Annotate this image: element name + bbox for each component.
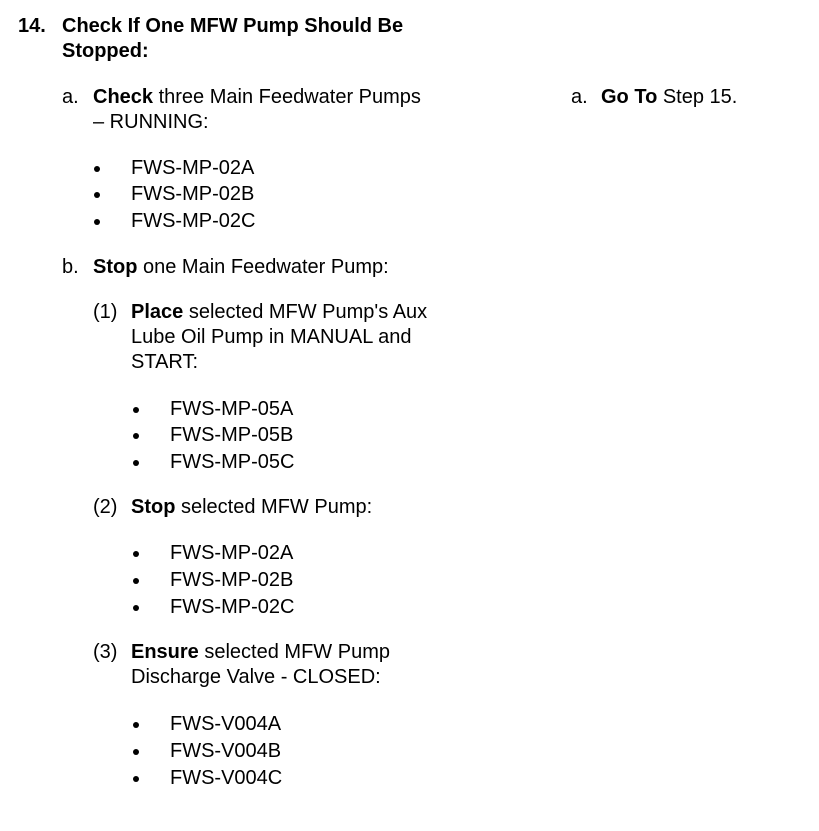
- item-2-text-line1: selected MFW Pump:: [175, 496, 373, 518]
- bullet-icon: [133, 722, 139, 728]
- bullet-icon: [133, 460, 139, 466]
- list-item: FWS-MP-05B: [170, 424, 294, 446]
- substep-a-line1: [93, 85, 421, 110]
- bullet-icon: [133, 605, 139, 611]
- substep-b-line: [93, 255, 389, 280]
- list-item: FWS-MP-05A: [170, 398, 294, 420]
- item-1-text-line1: selected MFW Pump's Aux: [183, 301, 428, 323]
- list-item: FWS-V004C: [170, 767, 283, 789]
- bullet-icon: [133, 551, 139, 557]
- item-1-line1: [131, 300, 427, 325]
- item-2-action: Stop: [131, 496, 176, 518]
- bullet-icon: [94, 166, 100, 172]
- list-item: FWS-MP-02C: [170, 596, 295, 618]
- list-item: FWS-MP-02C: [131, 210, 256, 232]
- substep-b-letter: b.: [62, 256, 79, 278]
- bullet-icon: [133, 433, 139, 439]
- item-3-text-line1: selected MFW Pump: [198, 641, 390, 663]
- list-item: FWS-MP-02B: [170, 569, 294, 591]
- item-3-action: Ensure: [131, 641, 199, 663]
- item-3-number: (3): [93, 641, 118, 663]
- rnr-a-text: Step 15.: [657, 86, 738, 108]
- item-1-action: Place: [131, 301, 184, 323]
- bullet-icon: [94, 192, 100, 198]
- substep-b-action: Stop: [93, 256, 138, 278]
- step-title-line2: Stopped:: [62, 40, 149, 62]
- substep-a-text-line2: – RUNNING:: [93, 111, 209, 133]
- bullet-icon: [133, 407, 139, 413]
- item-1-text-line2: Lube Oil Pump in MANUAL and: [131, 326, 412, 348]
- step-title-line1: Check If One MFW Pump Should Be: [62, 15, 404, 37]
- item-2-number: (2): [93, 496, 118, 518]
- list-item: FWS-MP-05C: [170, 451, 295, 473]
- rnr-a-letter: a.: [571, 86, 588, 108]
- bullet-icon: [133, 749, 139, 755]
- item-3-text-line2: Discharge Valve - CLOSED:: [131, 666, 381, 688]
- bullet-icon: [94, 219, 100, 225]
- bullet-icon: [133, 578, 139, 584]
- bullet-icon: [133, 776, 139, 782]
- list-item: FWS-MP-02B: [131, 183, 255, 205]
- list-item: FWS-V004B: [170, 740, 282, 762]
- item-2-line1: [131, 495, 372, 520]
- substep-a-action: Check: [93, 86, 154, 108]
- rnr-a-line: [601, 85, 737, 110]
- substep-a-text-line1: three Main Feedwater Pumps: [153, 86, 421, 108]
- item-1-number: (1): [93, 301, 118, 323]
- substep-a-letter: a.: [62, 86, 79, 108]
- list-item: FWS-MP-02A: [170, 542, 294, 564]
- step-number: 14.: [18, 15, 46, 37]
- item-1-text-line3: START:: [131, 351, 199, 373]
- list-item: FWS-MP-02A: [131, 157, 255, 179]
- item-3-line1: [131, 640, 390, 665]
- rnr-a-action: Go To: [601, 86, 658, 108]
- substep-b-text: one Main Feedwater Pump:: [137, 256, 389, 278]
- list-item: FWS-V004A: [170, 713, 282, 735]
